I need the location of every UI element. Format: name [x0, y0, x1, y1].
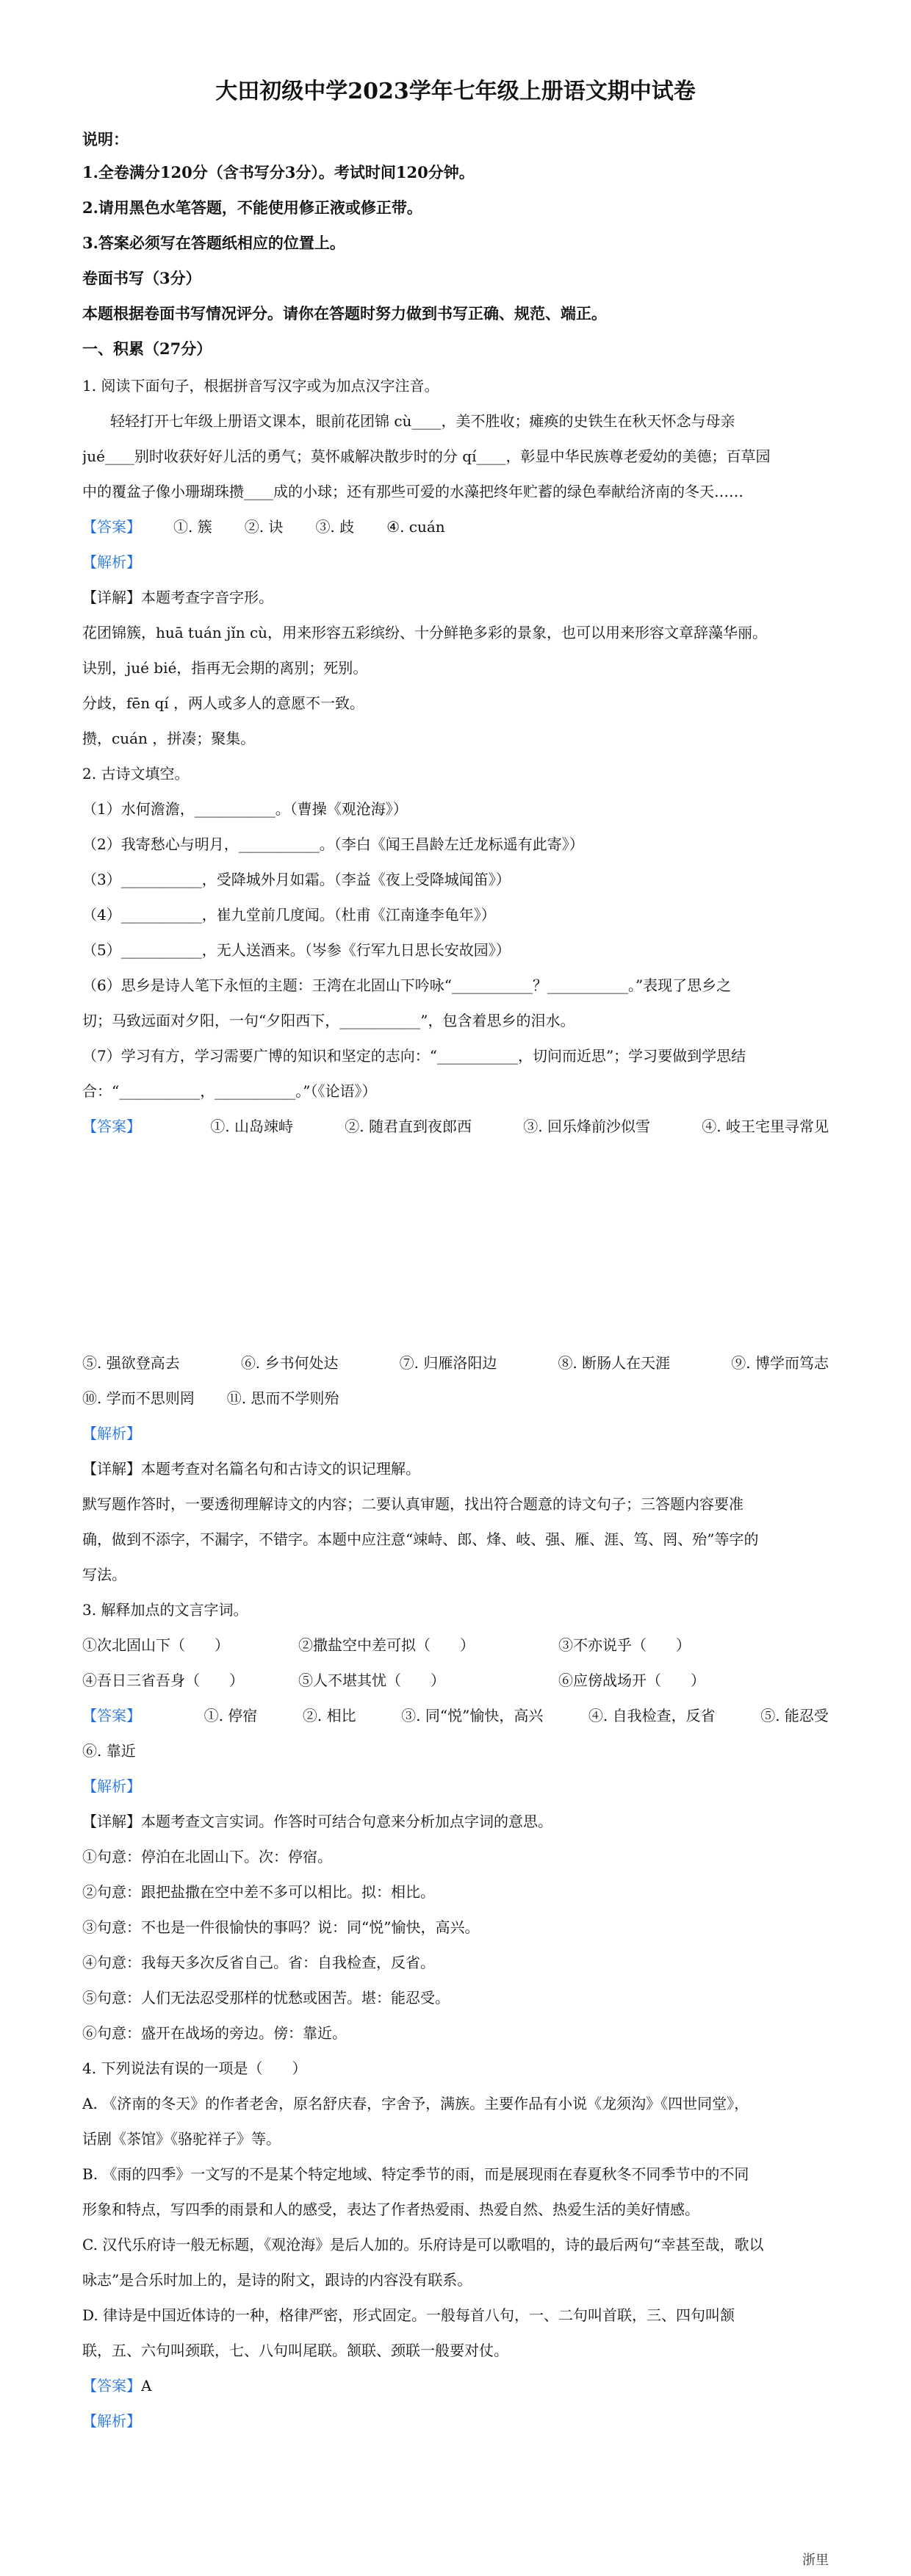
answer-item: ①. 山岛竦峙 — [210, 1118, 293, 1135]
answer-item: ②. 相比 — [302, 1707, 356, 1724]
answer-item: ⑪. 思而不学则殆 — [226, 1389, 339, 1407]
q4-option-d: 联，五、六句叫颈联，七、八句叫尾联。颔联、颈联一般要对仗。 — [82, 2342, 508, 2359]
detail-line: 默写题作答时，一要透彻理解诗文的内容；二要认真审题，找出符合题意的诗文句子；三答题内容要准 — [82, 1495, 743, 1513]
note-1: 1.全卷满分120分（含书写分3分）。考试时间120分钟。 — [82, 163, 475, 181]
detail-line: ④句意：我每天多次反省自己。省：自我检查，反省。 — [82, 1954, 435, 1971]
handwriting-text: 本题根据卷面书写情况评分。请你在答题时努力做到书写正确、规范、端正。 — [82, 304, 607, 323]
q4-option-b: 形象和特点，写四季的雨景和人的感受，表达了作者热爱雨、热爱自然、热爱生活的美好情感。 — [82, 2201, 699, 2218]
answer-item: ③. 歧 — [315, 518, 355, 536]
q2-line: （7）学习有方，学习需要广博的知识和坚定的志向：“___________，切问而近思”；学习要做到学思结 — [82, 1047, 746, 1065]
q4-option-b: B. 《雨的四季》一文写的不是某个特定地域、特定季节的雨，而是展现雨在春夏秋冬不同季节中的不同 — [82, 2165, 749, 2183]
analysis-tag: 【解析】 — [82, 1777, 141, 1795]
q3-row — [82, 1669, 829, 1691]
detail-line: 花团锦簇，huā tuán jǐn cù，用来形容五彩缤纷、十分鲜艳多彩的景象，也可以用来形容文章辞藻华丽。 — [82, 624, 768, 641]
q3-row — [82, 1634, 829, 1656]
answer-item: ⑧. 断肠人在天涯 — [558, 1354, 671, 1372]
q2-line: （1）水何澹澹，___________。（曹操《观沧海》） — [82, 800, 408, 818]
q2-answer-row — [82, 1387, 829, 1409]
q4-option-c: 咏志”是合乐时加上的，是诗的附文，跟诗的内容没有联系。 — [82, 2271, 472, 2289]
q2-line: （3）___________，受降城外月如霜。（李益《夜上受降城闻笛》） — [82, 871, 511, 888]
answer-tag: 【答案】 — [82, 518, 141, 536]
detail-line: ①句意：停泊在北固山下。次：停宿。 — [82, 1848, 332, 1866]
q2-answer-row — [82, 1115, 829, 1137]
detail-line: ③句意：不也是一件很愉快的事吗？说：同“悦”愉快，高兴。 — [82, 1918, 480, 1936]
q3-item: ①次北固山下（ ） — [82, 1636, 229, 1654]
answer-tag: 【答案】 — [82, 1707, 141, 1724]
q2-line: 合：“___________，___________。”（《论语》） — [82, 1082, 377, 1100]
detail-line: 写法。 — [82, 1566, 126, 1583]
q1-passage-line: 中的覆盆子像小珊瑚珠攒____成的小球；还有那些可爱的水藻把终年贮蓄的绿色奉献给济南的冬天…… — [82, 483, 743, 500]
q4-option-d: D. 律诗是中国近体诗的一种，格律严密，形式固定。一般每首八句，一、二句叫首联，三、四句叫颔 — [82, 2306, 735, 2324]
q2-line: （2）我寄愁心与明月，___________。（李白《闻王昌龄左迁龙标遥有此寄》） — [82, 835, 584, 853]
note-2: 2.请用黑色水笔答题，不能使用修正液或修正带。 — [82, 198, 422, 217]
q3-item: ⑤人不堪其忧（ ） — [298, 1672, 445, 1689]
answer-item: ①. 停宿 — [204, 1707, 258, 1724]
detail-line: ⑥句意：盛开在战场的旁边。傍：靠近。 — [82, 2024, 347, 2042]
q3-item: ⑥应傍战场开（ ） — [558, 1672, 705, 1689]
q1-stem: 1. 阅读下面句子，根据拼音写汉字或为加点汉字注音。 — [82, 377, 439, 395]
answer-item: ②. 随君直到夜郎西 — [345, 1118, 472, 1135]
answer-item: ⑥. 靠近 — [82, 1742, 136, 1760]
q2-line: （6）思乡是诗人笔下永恒的主题：王湾在北固山下吟咏“___________？___________。”表现了思乡之 — [82, 976, 732, 994]
q1-passage-line: jué____别时收获好好儿活的勇气；莫怀戚解决散步时的分 qí____，彰显中华民族尊老爱幼的美德；百草园 — [82, 447, 771, 465]
section-heading: 一、积累（27分） — [82, 339, 212, 358]
detail-line: 攒，cuán ，拼凑；聚集。 — [82, 730, 256, 747]
q1-passage-line: 轻轻打开七年级上册语文课本，眼前花团锦 cù____，美不胜收；瘫痪的史铁生在秋天怀念与母亲 — [110, 412, 735, 430]
answer-item: ⑨. 博学而笃志 — [731, 1354, 829, 1372]
answer-item: ④. cuán — [386, 518, 445, 536]
analysis-tag: 【解析】 — [82, 2412, 141, 2430]
analysis-tag: 【解析】 — [82, 1425, 141, 1442]
page-title: 大田初级中学2023学年七年级上册语文期中试卷 — [215, 79, 696, 104]
answer-item: ③. 回乐烽前沙似雪 — [523, 1118, 650, 1135]
q2-line: （5）___________，无人送酒来。（岑参《行军九日思长安故园》） — [82, 941, 511, 959]
detail-line: 【详解】本题考查文言实词。作答时可结合句意来分析加点字词的意思。 — [82, 1813, 552, 1830]
analysis-tag: 【解析】 — [82, 553, 141, 571]
answer-item: A — [141, 2377, 152, 2395]
q3-item: ②撒盐空中差可拟（ ） — [298, 1636, 475, 1654]
detail-line: ⑤句意：人们无法忍受那样的忧愁或困苦。堪：能忍受。 — [82, 1989, 450, 2007]
answer-item: ⑤. 强欲登高去 — [82, 1354, 180, 1372]
q2-stem: 2. 古诗文填空。 — [82, 765, 190, 782]
answer-item: ⑤. 能忍受 — [760, 1707, 829, 1724]
answer-item: ⑩. 学而不思则罔 — [82, 1389, 195, 1407]
answer-tag: 【答案】 — [82, 2377, 141, 2395]
notes-heading: 说明： — [82, 130, 129, 148]
detail-line: 分歧，fēn qí ，两人或多人的意愿不一致。 — [82, 694, 365, 712]
detail-line: ②句意：跟把盐撒在空中差不多可以相比。拟：相比。 — [82, 1883, 435, 1901]
q3-answer-row — [82, 1705, 829, 1727]
answer-item: ③. 同“悦”愉快，高兴 — [401, 1707, 544, 1724]
q4-option-a: 话剧《茶馆》《骆驼祥子》等。 — [82, 2130, 281, 2148]
q3-stem: 3. 解释加点的文言字词。 — [82, 1601, 248, 1619]
q4-answer-row — [82, 2375, 829, 2397]
handwriting-heading: 卷面书写（3分） — [82, 269, 201, 287]
answer-item: ①. 簇 — [173, 518, 212, 536]
page-footer: 浙里 — [802, 2552, 829, 2568]
answer-item: ②. 诀 — [244, 518, 284, 536]
note-3: 3.答案必须写在答题纸相应的位置上。 — [82, 234, 345, 252]
q1-answer-row — [82, 516, 829, 538]
q2-line: 切；马致远面对夕阳，一句“夕阳西下，___________”，包含着思乡的泪水。 — [82, 1012, 575, 1029]
q2-line: （4）___________，崔九堂前几度闻。（杜甫《江南逢李龟年》） — [82, 906, 496, 924]
answer-item: ⑦. 归雁洛阳边 — [399, 1354, 497, 1372]
q3-item: ③不亦说乎（ ） — [558, 1636, 691, 1654]
q4-option-c: C. 汉代乐府诗一般无标题，《观沧海》是后人加的。乐府诗是可以歌唱的，诗的最后两句“幸甚至哉，歌以 — [82, 2236, 764, 2253]
q3-item: ④吾日三省吾身（ ） — [82, 1672, 244, 1689]
answer-item: ⑥. 乡书何处达 — [240, 1354, 339, 1372]
answer-item: ④. 自我检查，反省 — [588, 1707, 716, 1724]
q4-option-a: A. 《济南的冬天》的作者老舍，原名舒庆春，字舍予，满族。主要作品有小说《龙须沟》《四世同堂》， — [82, 2095, 749, 2112]
detail-line: 【详解】本题考查字音字形。 — [82, 589, 273, 606]
detail-line: 确，做到不添字，不漏字，不错字。本题中应注意“竦峙、郎、烽、岐、强、雁、涯、笃、罔、殆”等字的 — [82, 1530, 759, 1548]
answer-item: ④. 岐王宅里寻常见 — [702, 1118, 829, 1135]
answer-tag: 【答案】 — [82, 1118, 141, 1135]
detail-line: 诀别，jué bié，指再无会期的离别；死别。 — [82, 659, 368, 677]
q2-answer-row — [82, 1352, 829, 1374]
detail-line: 【详解】本题考查对名篇名句和古诗文的识记理解。 — [82, 1460, 420, 1478]
q4-stem: 4. 下列说法有误的一项是（ ） — [82, 2059, 307, 2077]
